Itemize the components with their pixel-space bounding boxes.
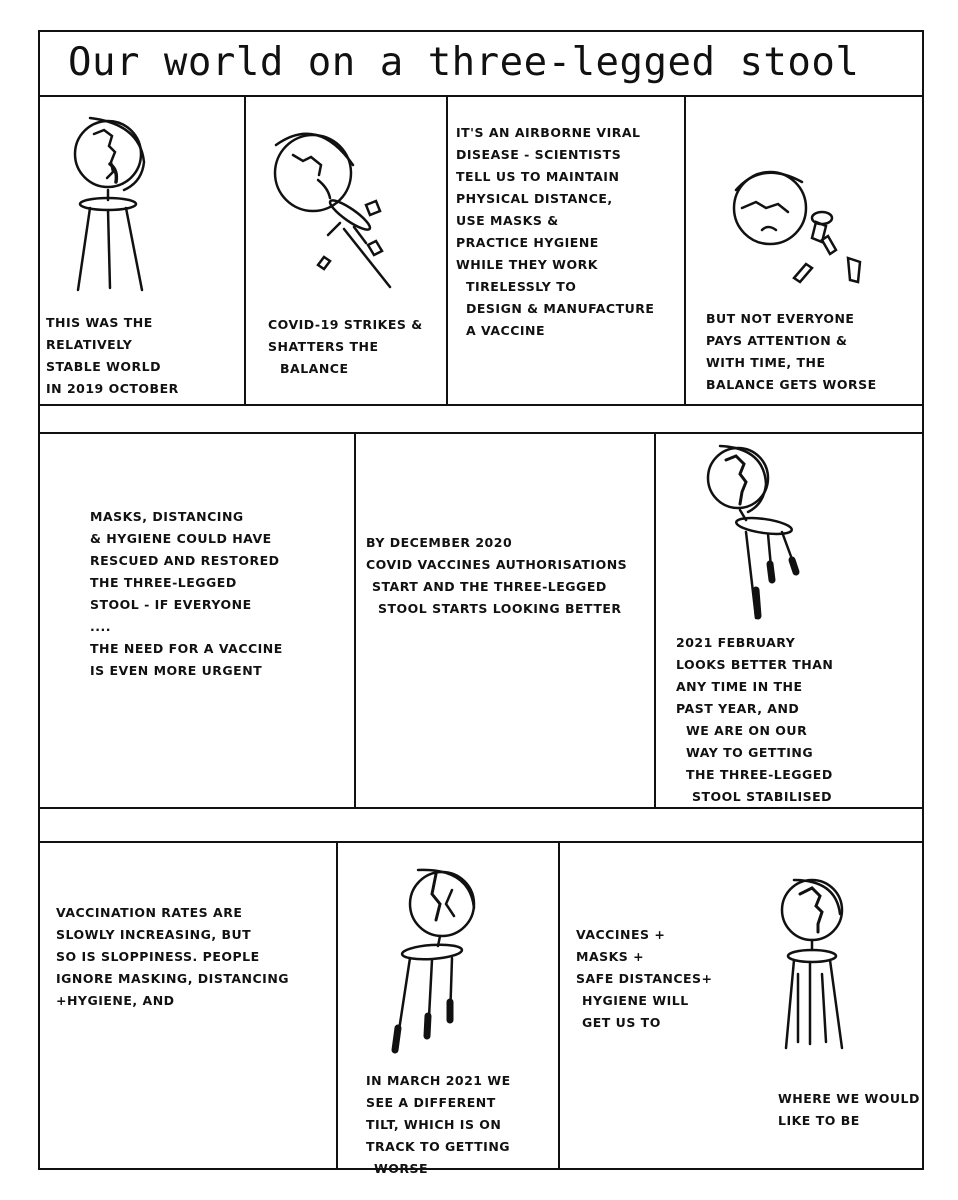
caption-line: COVID-19 STRIKES &: [268, 317, 423, 332]
caption-line: START AND THE THREE-LEGGED: [372, 579, 607, 594]
caption-line: WHERE WE WOULD: [778, 1091, 920, 1106]
globe-on-stool-icon: [770, 872, 870, 1057]
caption-line: BALANCE: [280, 361, 349, 376]
caption-line: BUT NOT EVERYONE: [706, 311, 855, 326]
panel-10-caption: [576, 924, 713, 1034]
panel-4-caption: [706, 308, 877, 396]
caption-line: IN 2019 OCTOBER: [46, 381, 179, 396]
globe-on-stool-icon: [690, 440, 810, 620]
caption-line: IS EVEN MORE URGENT: [90, 663, 263, 678]
caption-line: SO IS SLOPPINESS. PEOPLE: [56, 949, 260, 964]
caption-line: +HYGIENE, AND: [56, 993, 175, 1008]
caption-line: STOOL STARTS LOOKING BETTER: [378, 601, 622, 616]
panel-5-caption: [90, 506, 283, 682]
caption-line: WORSE: [374, 1161, 429, 1176]
caption-line: DISEASE - SCIENTISTS: [456, 147, 622, 162]
tilted-globe-icon: [380, 860, 490, 1060]
divider: [684, 96, 686, 406]
caption-line: ....: [90, 619, 111, 634]
caption-line: SEE A DIFFERENT: [366, 1095, 496, 1110]
panel-3-caption: [456, 122, 654, 342]
caption-line: MASKS +: [576, 949, 645, 964]
caption-line: & HYGIENE COULD HAVE: [90, 531, 272, 546]
divider: [336, 842, 338, 1170]
tilted-globe-icon: [722, 160, 882, 300]
divider: [558, 842, 560, 1170]
caption-line: WITH TIME, THE: [706, 355, 826, 370]
divider: [38, 432, 924, 434]
caption-line: WAY TO GETTING: [686, 745, 814, 760]
panel-8-caption: [56, 902, 289, 1012]
caption-line: LIKE TO BE: [778, 1113, 860, 1128]
caption-line: WHILE THEY WORK: [456, 257, 598, 272]
caption-line: VACCINES +: [576, 927, 666, 942]
panel-6-caption: [366, 532, 627, 620]
caption-line: VACCINATION RATES ARE: [56, 905, 243, 920]
divider: [244, 96, 246, 406]
divider: [38, 841, 924, 843]
caption-line: SHATTERS THE: [268, 339, 379, 354]
panel-7-caption: [676, 632, 833, 808]
caption-line: DESIGN & MANUFACTURE: [466, 301, 655, 316]
caption-line: STABLE WORLD: [46, 359, 161, 374]
caption-line: PAST YEAR, AND: [676, 701, 800, 716]
shattered-globe-icon: [258, 125, 418, 295]
divider: [38, 404, 924, 406]
panel-1-caption: [46, 312, 179, 400]
caption-line: WE ARE ON OUR: [686, 723, 808, 738]
caption-line: TRACK TO GETTING: [366, 1139, 511, 1154]
panel-11-caption: [778, 1088, 920, 1132]
caption-line: COVID VACCINES AUTHORISATIONS: [366, 557, 628, 572]
caption-line: LOOKS BETTER THAN: [676, 657, 834, 672]
globe-on-stool-icon: [50, 112, 170, 297]
caption-line: USE MASKS &: [456, 213, 559, 228]
caption-line: RELATIVELY: [46, 337, 133, 352]
caption-line: SLOWLY INCREASING, BUT: [56, 927, 252, 942]
caption-line: PHYSICAL DISTANCE,: [456, 191, 613, 206]
caption-line: GET US TO: [582, 1015, 661, 1030]
caption-line: THIS WAS THE: [46, 315, 153, 330]
caption-line: HYGIENE WILL: [582, 993, 689, 1008]
caption-line: IT'S AN AIRBORNE VIRAL: [456, 125, 641, 140]
caption-line: PRACTICE HYGIENE: [456, 235, 599, 250]
caption-line: IN MARCH 2021 WE: [366, 1073, 511, 1088]
divider: [446, 96, 448, 406]
caption-line: BY DECEMBER 2020: [366, 535, 513, 550]
caption-line: SAFE DISTANCES+: [576, 971, 713, 986]
caption-line: PAYS ATTENTION &: [706, 333, 848, 348]
caption-line: MASKS, DISTANCING: [90, 509, 244, 524]
caption-line: TELL US TO MAINTAIN: [456, 169, 620, 184]
divider: [38, 95, 924, 97]
caption-line: 2021 FEBRUARY: [676, 635, 796, 650]
caption-line: TIRELESSLY TO: [466, 279, 577, 294]
caption-line: IGNORE MASKING, DISTANCING: [56, 971, 290, 986]
caption-line: STOOL STABILISED: [692, 789, 833, 804]
panel-9-caption: [366, 1070, 511, 1180]
comic-title: Our world on a three-legged stool: [68, 40, 860, 85]
caption-line: BALANCE GETS WORSE: [706, 377, 877, 392]
caption-line: THE THREE-LEGGED: [686, 767, 833, 782]
caption-line: STOOL - IF EVERYONE: [90, 597, 252, 612]
panel-2-caption: [268, 314, 423, 380]
caption-line: TILT, WHICH IS ON: [366, 1117, 502, 1132]
caption-line: RESCUED AND RESTORED: [90, 553, 280, 568]
caption-line: THE THREE-LEGGED: [90, 575, 237, 590]
divider: [354, 433, 356, 808]
caption-line: THE NEED FOR A VACCINE: [90, 641, 283, 656]
caption-line: A VACCINE: [466, 323, 546, 338]
divider: [654, 433, 656, 808]
caption-line: ANY TIME IN THE: [676, 679, 803, 694]
